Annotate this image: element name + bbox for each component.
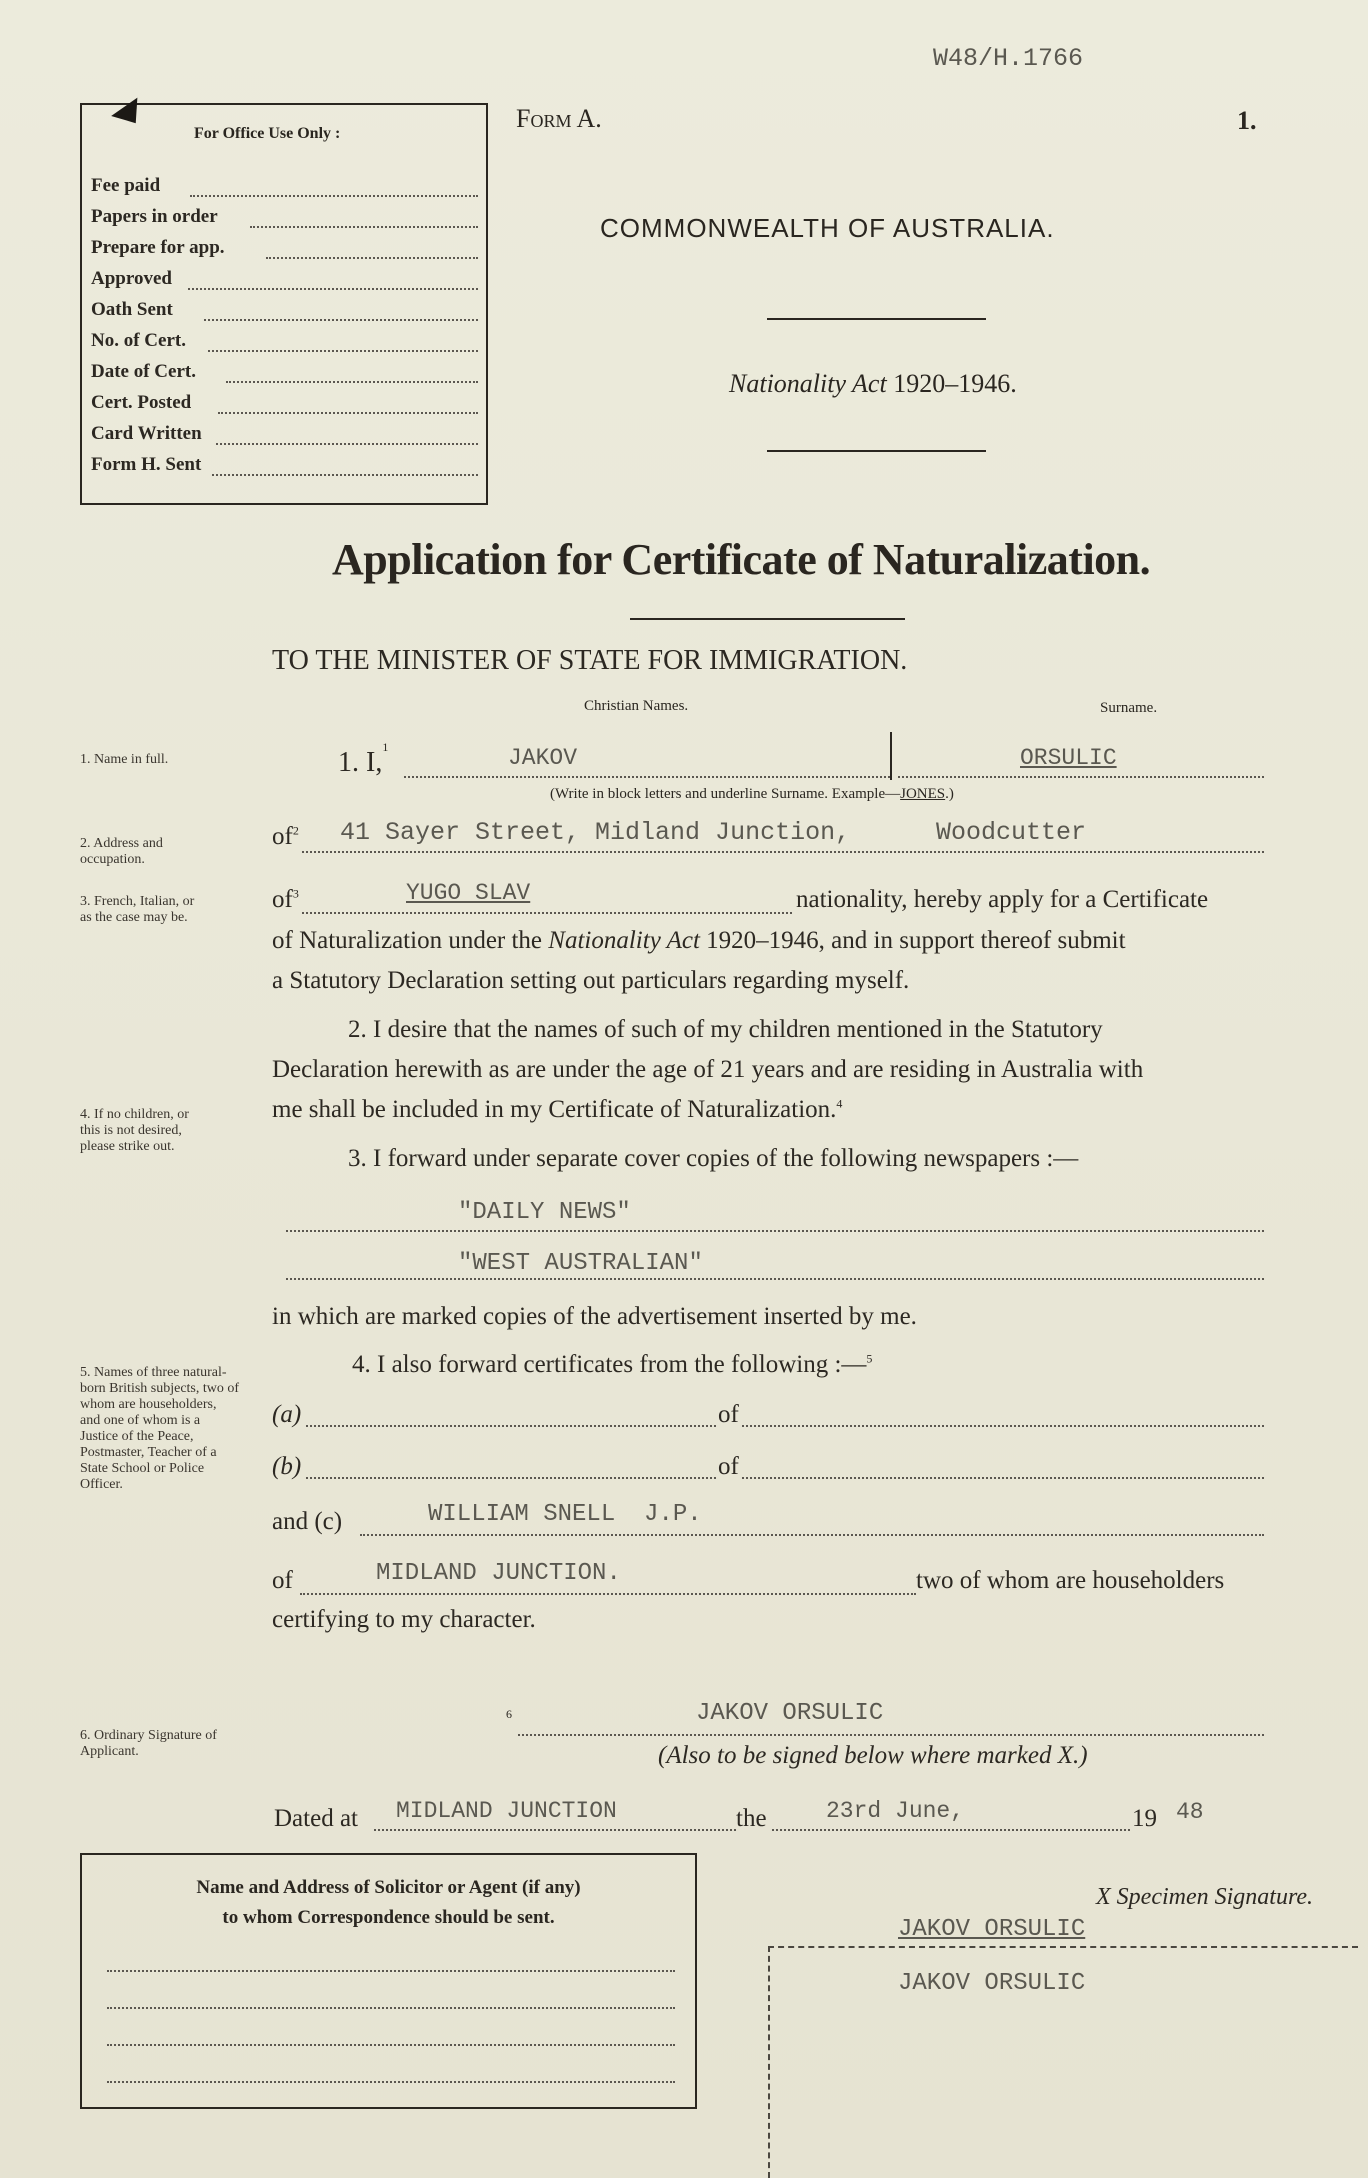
nationality-line — [302, 912, 792, 914]
solicitor-line-2: to whom Correspondence should be sent. — [222, 1907, 555, 1928]
nationality-value[interactable]: YUGO SLAV — [406, 880, 531, 906]
sup-6: 6 — [506, 1707, 512, 1721]
specimen-dash-line — [768, 1946, 1358, 1948]
surname-value[interactable]: ORSULIC — [1020, 745, 1117, 771]
para-2-line-2: Declaration herewith as are under the age of 21 years and are residing in Australia with — [272, 1056, 1144, 1083]
the-label: the — [736, 1805, 767, 1832]
occupation-value[interactable]: Woodcutter — [936, 818, 1087, 847]
referee-c-of: of — [272, 1567, 293, 1594]
reference-number: W48/H.1766 — [933, 44, 1084, 73]
referee-b-of: of — [718, 1453, 739, 1480]
solicitor-entry-line[interactable] — [107, 2081, 675, 2083]
office-item-cert-posted: Cert. Posted — [91, 392, 192, 413]
referee-a-of: of — [718, 1401, 739, 1428]
year-prefix: 19 — [1132, 1805, 1157, 1832]
solicitor-entry-line[interactable] — [107, 1970, 675, 1972]
specimen-signature-2[interactable]: JAKOV ORSULIC — [898, 1970, 1086, 1997]
dated-place-value[interactable]: MIDLAND JUNCTION — [396, 1798, 617, 1824]
referee-a-line — [306, 1425, 716, 1427]
householders-tail: two of whom are householders — [916, 1567, 1225, 1594]
title-rule — [630, 618, 905, 620]
heading-rule — [767, 450, 986, 452]
referee-b-of-line — [742, 1477, 1264, 1479]
office-line — [250, 226, 478, 228]
page-number: 1. — [1237, 106, 1257, 135]
office-use-title: For Office Use Only : — [194, 125, 341, 142]
newspaper-1-value[interactable]: "DAILY NEWS" — [458, 1199, 631, 1226]
referee-c-of-value[interactable]: MIDLAND JUNCTION. — [376, 1560, 621, 1587]
commonwealth-heading: COMMONWEALTH OF AUSTRALIA. — [600, 213, 1055, 243]
office-item-papers: Papers in order — [91, 206, 218, 227]
of-address-label: $of^2$ — [272, 823, 299, 850]
name-divider — [890, 732, 892, 780]
marked-copies: in which are marked copies of the advertisement inserted by me. — [272, 1303, 917, 1330]
statutory-line: a Statutory Declaration setting out particulars regarding myself. — [272, 967, 910, 994]
act-title: Nationality Act 1920–1946. — [729, 369, 1017, 398]
office-line — [190, 195, 478, 197]
heading-rule — [767, 318, 986, 320]
newspaper-1-line — [286, 1230, 1264, 1232]
note-6: 6. Ordinary Signature of Applicant. — [80, 1728, 217, 1759]
specimen-heading: X Specimen Signature. — [1096, 1884, 1314, 1910]
specimen-signature-1[interactable]: JAKOV ORSULIC — [898, 1916, 1086, 1943]
of-nationality-label: $of^3$ — [272, 886, 299, 913]
surname-line — [898, 776, 1264, 778]
office-line — [216, 443, 478, 445]
office-use-box — [80, 103, 488, 505]
office-line — [218, 412, 478, 414]
newspaper-2-line — [286, 1278, 1264, 1280]
referee-c-of-line — [300, 1593, 916, 1595]
office-line — [212, 474, 478, 476]
solicitor-box — [80, 1853, 697, 2109]
office-item-prepare: Prepare for app. — [91, 237, 225, 258]
dated-day-value[interactable]: 23rd June, — [826, 1798, 965, 1824]
signature-line — [518, 1734, 1264, 1736]
certifying: certifying to my character. — [272, 1606, 536, 1633]
office-line — [266, 257, 478, 259]
para-2-line-3: me shall be included in my Certificate of Naturalization.$^4$ — [272, 1096, 843, 1123]
surname-label: Surname. — [1100, 700, 1158, 716]
address-value[interactable]: 41 Sayer Street, Midland Junction, — [340, 818, 851, 847]
page-title: Application for Certificate of Naturalization. — [332, 535, 1151, 584]
office-line — [208, 350, 478, 352]
referee-c-line — [360, 1534, 1264, 1536]
para-2-line-1: 2. I desire that the names of such of my children mentioned in the Statutory — [348, 1016, 1103, 1043]
solicitor-entry-line[interactable] — [107, 2044, 675, 2046]
also-signed-note: (Also to be signed below where marked X.) — [658, 1742, 1088, 1769]
specimen-vertical-dash — [768, 1946, 770, 2178]
dated-day-line — [772, 1829, 1130, 1831]
block-letters-note: (Write in block letters and underline Surname. Example—JONES.) — [550, 786, 954, 802]
form-label: Form A. — [516, 104, 602, 133]
newspaper-2-value[interactable]: "WEST AUSTRALIAN" — [458, 1250, 703, 1277]
office-item-oath: Oath Sent — [91, 299, 173, 320]
office-line — [188, 288, 478, 290]
referee-a-label: (a) — [272, 1401, 302, 1428]
naturalization-line: of Naturalization under the Nationality Act 1920–1946, and in support thereof submit — [272, 927, 1126, 954]
note-3: 3. French, Italian, or as the case may be. — [80, 894, 195, 925]
office-item-cert-no: No. of Cert. — [91, 330, 186, 351]
note-2: 2. Address and occupation. — [80, 836, 163, 867]
note-4: 4. If no children, or this is not desired, please strike out. — [80, 1107, 189, 1154]
referee-c-label: and (c) — [272, 1508, 343, 1535]
office-item-card: Card Written — [91, 423, 202, 444]
note-5: 5. Names of three natural-born British subjects, two of whom are householders, and one of whom is a Justice of the Peace, Postmaster, Teacher of a State School or Police Officer. — [80, 1365, 240, 1492]
solicitor-line-1: Name and Address of Solicitor or Agent (if any) — [196, 1877, 581, 1898]
referee-c-value[interactable]: WILLIAM SNELL J.P. — [428, 1501, 702, 1528]
dated-at-label: Dated at — [274, 1805, 358, 1832]
office-line — [204, 319, 478, 321]
to-minister: TO THE MINISTER OF STATE FOR IMMIGRATION. — [272, 645, 908, 676]
office-item-approved: Approved — [91, 268, 172, 289]
office-item-cert-date: Date of Cert. — [91, 361, 196, 382]
dated-place-line — [374, 1829, 736, 1831]
referee-b-label: (b) — [272, 1453, 302, 1480]
solicitor-entry-line[interactable] — [107, 2007, 675, 2009]
referee-a-of-line — [742, 1425, 1264, 1427]
christian-names-value[interactable]: JAKOV — [508, 745, 578, 771]
office-item-fee-paid: Fee paid — [91, 175, 161, 196]
nationality-tail: nationality, hereby apply for a Certificate — [796, 886, 1209, 913]
year-suffix-value[interactable]: 48 — [1176, 1799, 1204, 1825]
para-4: 4. I also forward certificates from the following :—$^5$ — [352, 1351, 873, 1378]
christian-names-line — [404, 776, 890, 778]
address-line — [302, 851, 1264, 853]
applicant-signature[interactable]: JAKOV ORSULIC — [696, 1700, 884, 1727]
note-1: 1. Name in full. — [80, 752, 169, 767]
referee-b-line — [306, 1477, 716, 1479]
christian-names-label: Christian Names. — [584, 698, 689, 714]
office-line — [226, 381, 478, 383]
arrow-mark-icon — [111, 98, 149, 133]
item-1-prefix: 1. I,$^1$ — [338, 740, 389, 778]
office-item-form-h: Form H. Sent — [91, 454, 202, 475]
para-3: 3. I forward under separate cover copies of the following newspapers :— — [348, 1145, 1079, 1172]
